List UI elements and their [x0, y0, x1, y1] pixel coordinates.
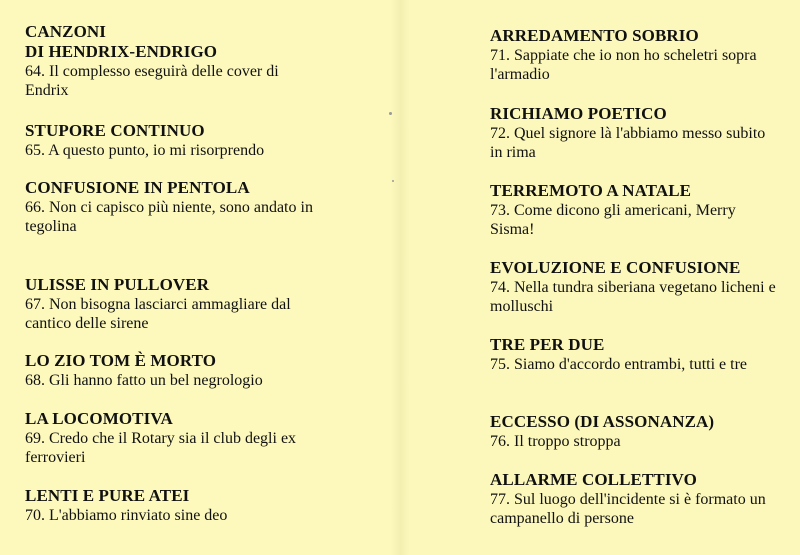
entry-75: [490, 335, 780, 374]
entry-71: [490, 26, 780, 84]
entry-77: [490, 470, 780, 528]
entry-68: [25, 351, 325, 390]
entry-text: 71. Sappiate che io non ho scheletri sopra l'armadio: [490, 47, 757, 83]
entry-65: [25, 121, 325, 160]
entry-text: 70. L'abbiamo rinviato sine deo: [25, 507, 228, 524]
entry-text: 68. Gli hanno fatto un bel negrologio: [25, 372, 263, 389]
entry-title: LO ZIO TOM È MORTO: [25, 351, 217, 370]
entry-text: 67. Non bisogna lasciarci ammagliare dal cantico delle sirene: [25, 296, 291, 332]
entry-64: [25, 22, 325, 100]
entry-text: 73. Come dicono gli americani, Merry Sisma!: [490, 202, 736, 238]
paper-speck: [392, 180, 394, 182]
entry-73: [490, 181, 780, 239]
entry-title: CANZONI DI HENDRIX-ENDRIGO: [25, 22, 218, 61]
entry-text: 77. Sul luogo dell'incidente si è formato un campanello di persone: [490, 491, 766, 527]
entry-title: ARREDAMENTO SOBRIO: [490, 26, 699, 45]
entry-title: ULISSE IN PULLOVER: [25, 275, 210, 294]
entry-76: [490, 412, 780, 451]
entry-66: [25, 178, 325, 236]
entry-text: 65. A questo punto, io mi risorprendo: [25, 142, 265, 159]
entry-text: 64. Il complesso eseguirà delle cover di Endrix: [25, 63, 279, 99]
paper-speck: [389, 112, 392, 115]
entry-text: 69. Credo che il Rotary sia il club degli ex ferrovieri: [25, 430, 297, 466]
page-fold: [390, 0, 410, 555]
entry-title: EVOLUZIONE E CONFUSIONE: [490, 258, 741, 277]
entry-title: LENTI E PURE ATEI: [25, 486, 190, 505]
entry-70: [25, 486, 325, 525]
entry-title: ALLARME COLLETTIVO: [490, 470, 697, 489]
entry-title: TRE PER DUE: [490, 335, 605, 354]
entry-text: 66. Non ci capisco più niente, sono andato in tegolina: [25, 199, 313, 235]
entry-title: RICHIAMO POETICO: [490, 104, 667, 123]
entry-text: 72. Quel signore là l'abbiamo messo subito in rima: [490, 125, 766, 161]
entry-title: STUPORE CONTINUO: [25, 121, 205, 140]
entry-title: CONFUSIONE IN PENTOLA: [25, 178, 250, 197]
entry-74: [490, 258, 780, 316]
entry-text: 76. Il troppo stroppa: [490, 433, 621, 450]
right-page: [400, 0, 800, 555]
entry-text: 75. Siamo d'accordo entrambi, tutti e tre: [490, 356, 748, 373]
entry-67: [25, 275, 325, 333]
entry-72: [490, 104, 780, 162]
entry-title: TERREMOTO A NATALE: [490, 181, 692, 200]
entry-69: [25, 409, 325, 467]
entry-text: 74. Nella tundra siberiana vegetano licheni e molluschi: [490, 279, 776, 315]
entry-title: ECCESSO (DI ASSONANZA): [490, 412, 715, 431]
entry-title: LA LOCOMOTIVA: [25, 409, 173, 428]
